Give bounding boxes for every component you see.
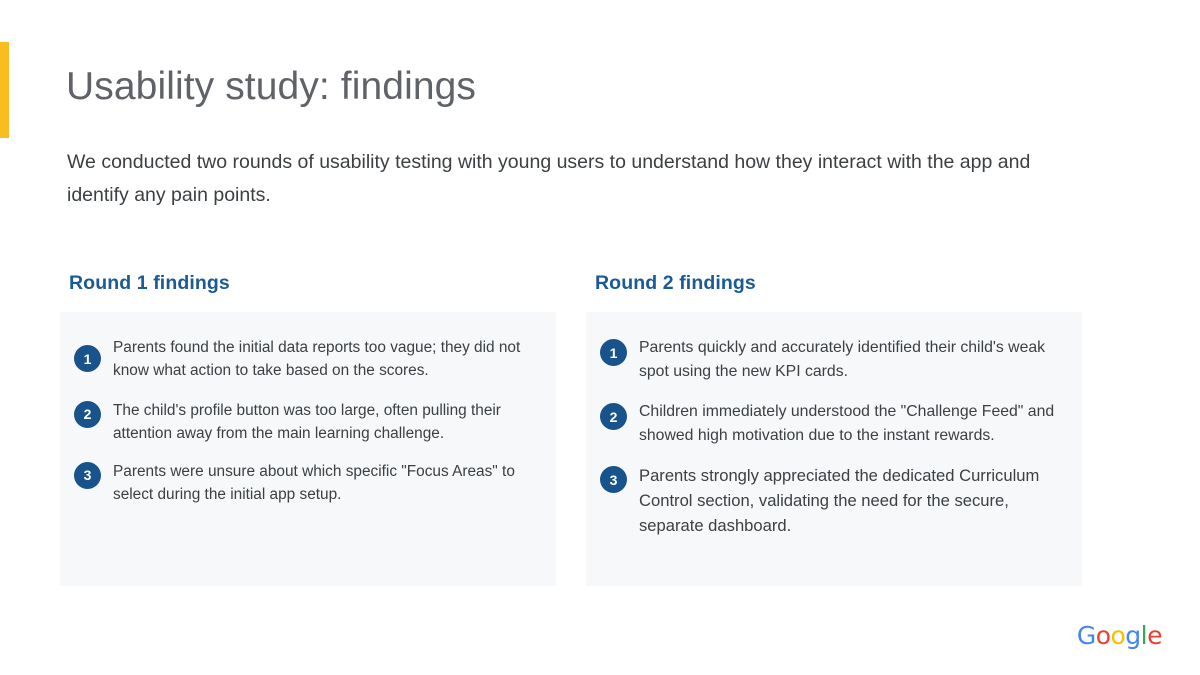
findings-columns <box>60 272 1140 586</box>
finding-number-badge: 1 <box>74 345 101 372</box>
finding-number-badge: 1 <box>600 339 627 366</box>
finding-text: Children immediately understood the "Challenge Feed" and showed high motivation due to the instant rewards. <box>639 403 1055 444</box>
round-1-column <box>60 272 556 586</box>
logo-letter: g <box>1125 621 1141 650</box>
slide-subtitle: We conducted two rounds of usability testing with young users to understand how they interact with the app and identify any pain points. <box>67 151 1031 206</box>
finding-number-badge: 3 <box>600 466 627 493</box>
finding-text: Parents were unsure about which specific "Focus Areas" to select during the initial app setup. <box>113 462 515 504</box>
round-2-column <box>586 272 1082 586</box>
round-1-heading: Round 1 findings <box>69 272 230 294</box>
accent-bar <box>0 42 9 138</box>
finding-text: Parents strongly appreciated the dedicated Curriculum Control section, validating the need for the secure, separate dashboard. <box>639 466 1040 535</box>
logo-letter: o <box>1110 621 1126 650</box>
logo-letter: G <box>1076 621 1096 650</box>
round-1-card <box>60 312 556 586</box>
logo-letter: o <box>1095 621 1111 650</box>
list-item <box>74 336 538 383</box>
round-2-heading: Round 2 findings <box>595 272 756 294</box>
finding-number-badge: 2 <box>74 401 101 428</box>
finding-text: The child's profile button was too large, often pulling their attention away from the main learning challenge. <box>113 401 501 443</box>
finding-text: Parents quickly and accurately identified their child's weak spot using the new KPI cards. <box>639 339 1046 380</box>
list-item <box>600 464 1064 539</box>
list-item <box>600 400 1064 448</box>
google-logo <box>1077 621 1162 650</box>
logo-letter: e <box>1147 621 1162 650</box>
finding-number-badge: 3 <box>74 462 101 489</box>
finding-number-badge: 2 <box>600 403 627 430</box>
list-item <box>600 336 1064 384</box>
page-title: Usability study: findings <box>66 65 477 108</box>
list-item <box>74 462 538 507</box>
finding-text: Parents found the initial data reports too vague; they did not know what action to take based on the scores. <box>113 339 521 380</box>
round-2-card <box>586 312 1082 586</box>
logo-letter: l <box>1140 621 1148 650</box>
list-item <box>74 399 538 446</box>
